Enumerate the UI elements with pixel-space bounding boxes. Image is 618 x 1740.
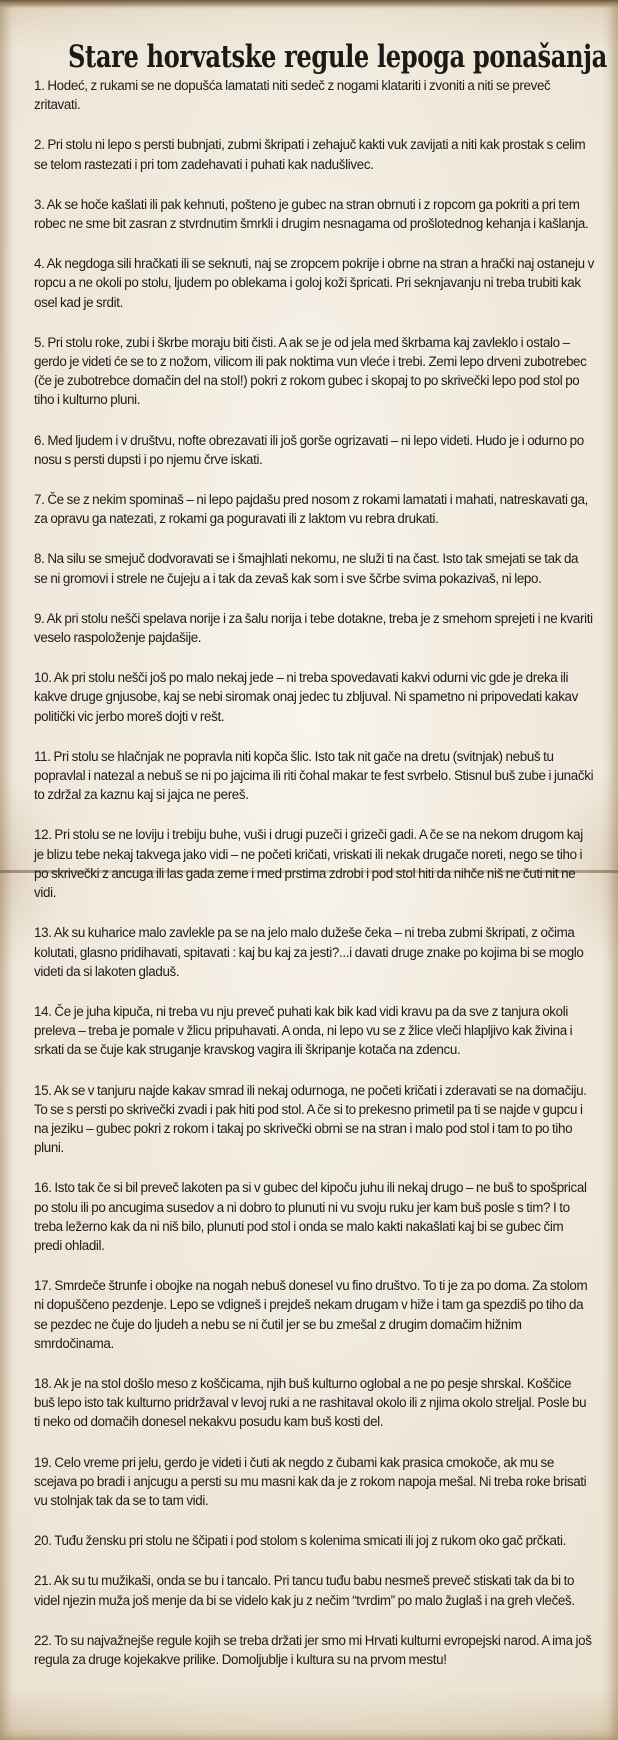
rule-item-18: 18. Ak je na stol došlo meso z koščicama, njih buš kulturno oglobal a ne po pesje shrskal. Koščice buš lepo isto tak kulturno pridržaval v levoj ruki a ne rashitaval okolo ili z njima okolo streljal. Posle bu ti neko od domačih donesel nekakvu posudu kam buš kosti del. xyxy=(34,1375,587,1430)
rule-item-14: 14. Če je juha kipuča, ni treba vu nju preveč puhati kak bik kad vidi kravu pa da sve z tanjura okoli preleva – treba je pomale v žlicu pripuhavati. A onda, ni lepo vu se z žlice vleči hlapljivo kak živina i srkati da se čuje kak struganje kravskog vagira ili škripanje kotača na zdencu. xyxy=(34,1003,573,1058)
rule-item-9: 9. Ak pri stolu nešči spelava norije i za šalu norija i tebe dotakne, treba je z smehom sprejeti i ne kvariti veselo raspoloženje pajdašije. xyxy=(34,610,593,646)
rule-item-21: 21. Ak su tu mužikaši, onda se bu i tancalo. Pri tancu tuđu babu nesmeš preveč stiskati tak da bi to videl njezin muža još menje da bi se videlo kak ju z nečim “tvrdim” po malo žuglaš i na greh vlečeš. xyxy=(34,1573,575,1608)
rule-item-15: 15. Ak se v tanjuru najde kakav smrad ili nekaj odurnoga, ne početi kričati i zderavati se na domačiju. To se s persti po skrivečki zvadi i pak hiti pod stol. A če si to prekesno primetil pa ti se najde v gupcu i na jeziku – gubec pokri z rokom i takaj po skrivečki obrni se na stran i malo pod stol i tam to po tiho pluni. xyxy=(34,1082,587,1156)
rule-item-10: 10. Ak pri stolu nešči još po malo nekaj jede – ni treba spovedavati kakvi odurni vic gde je dreka ili kakve druge gnjusobe, kaj se nebi siromak onaj jedec tu zbljuval. Ni spametno ni pripovedati kakav politički vic jerbo moreš dojti v rešt. xyxy=(34,670,578,724)
rule-item-19: 19. Celo vreme pri jelu, gerdo je videti i čuti ak negdo z čubami kak prasica cmokoče, ak mu se scejava po bradi i anjcugu a persti su mu masni kak da je z rokom napoja mešal. Ni treba roke brisati vu stolnjak tak da se to tam vidi. xyxy=(34,1454,587,1508)
rule-item-13: 13. Ak su kuharice malo zavlekle pa se na jelo malo dužeše čeka – ni treba zubmi škripati, z očima kolutati, glasno pridihavati, spitavati : kaj bu kaj za jesti?...i davati druge znake po kojima bi se moglo videti da si lakoten gladuš. xyxy=(34,925,584,979)
rule-item-12: 12. Pri stolu se ne loviju i trebiju buhe, vuši i drugi puzeči i grizeči gadi. A če se na nekom drugom kaj je blizu tebe nekaj takvega jako vidi – ne početi kričati, vriskati ili nekak drugače noreti, nego se tiho i po skrivečki z ancuga ili las gada zeme i med prstima zdrobi i pod stol hiti da nihče niš ne čuti nit ne vidi. xyxy=(34,827,583,901)
rule-item-16: 16. Isto tak če si bil preveč lakoten pa si v gubec del kipoču juhu ili nekaj drugo – ne buš to spošprical po stolu ili po ancugima susedov a ni dobro to plunuti ni vu svoju ruku jer kam buš posle s tim? I to treba ležerno kak da ni niš bilo, plunuti pod stol i onda se malo kakti nakašlati kaj bi se gubec čim predi ohladil. xyxy=(34,1180,587,1253)
rule-item-20: 20. Tuđu žensku pri stolu ne ščipati i pod stolom s kolenima smicati ili joj z rukom oko gač prčkati. xyxy=(34,1533,566,1549)
rule-item-22: 22. To su najvažnejše regule kojih se treba držati jer smo mi Hrvati kulturni evropejski narod. A ima još regula za druge kojekakve prilike. Domoljublje i kultura su na prvom mestu! xyxy=(34,1632,592,1667)
rule-item-7: 7. Če se z nekim spominaš – ni lepo pajdašu pred nosom z rokami lamatati i mahati, natreskavati ga, za opravu ga natezati, z rokami ga poguravati ili z laktom vu rebra drukati. xyxy=(34,492,589,527)
rule-item-3: 3. Ak se hoče kašlati ili pak kehnuti, pošteno je gubec na stran obrnuti i z ropcom ga pokriti a pri tem robec ne sme bit zasran z stvrdnutim šmrkli i drugim nesnagama od prošlotednog kehanja i kašlanja. xyxy=(34,196,589,232)
rule-item-17: 17. Smrdeče štrunfe i obojke na nogah nebuš donesel vu fino društvo. To ti je za po doma. Za stolom ni dopuščeno pezdenje. Lepo se vdigneš i prejdeš nekam drugam v hiže i tam ga spezdiš po tiho da se pezdec ne čuje do ljudeh a nebu se ni čutil jer se bu zmešal z drugim domačim hižnim smrdočinama. xyxy=(34,1278,588,1351)
page-title: Stare horvatske regule lepoga ponašanja xyxy=(67,38,607,75)
rule-item-5: 5. Pri stolu roke, zubi i škrbe moraju biti čisti. A ak se je od jela med škrbama kaj zavleklo i ostalo – gerdo je videti će se to z nožom, vilicom ili pak noktima vun vleće i trebi. Zemi lepo drveni zubotrebec (če je zubotrebce domačin del na stol!) pokri z rokom gubec i skopaj to po skrivečki lepo pod stol po tiho i kulturno pluni. xyxy=(34,334,587,408)
rule-item-6: 6. Med ljudem i v društvu, nofte obrezavati ili još gorše ogrizavati – ni lepo videti. Hudo je i odurno po nosu s persti dupsti i po njemu črve iskati. xyxy=(34,432,584,467)
rule-item-4: 4. Ak negdoga sili hračkati ili se seknuti, naj se zropcem pokrije i obrne na stran a hrački naj ostaneju v ropcu a ne okoli po stolu, ljudem po oblekama i goloj koži špricati. Pri seknjavanju ni treba trubiti kak osel kad je srdit. xyxy=(34,256,594,310)
rule-item-2: 2. Pri stolu ni lepo s persti bubnjati, zubmi škripati i zehajuč kakti vuk zavijati a niti kak prostak s celim se telom rastezati i pri tom zadehavati i puhati kak nadušlivec. xyxy=(34,137,586,172)
rules-list xyxy=(34,76,594,1690)
torn-top-edge xyxy=(0,0,618,8)
rule-item-1: 1. Hodeć, z rukami se ne dopušća lamatati niti sedeč z nogami klatariti i zvoniti a niti se preveč zritavati. xyxy=(34,78,551,113)
rule-item-8: 8. Na silu se smejuč dodvoravati se i šmajhlati nekomu, ne služi ti na čast. Isto tak smejati se tak da se ni gromovi i strele ne čujeju a i tak da zevaš kak som i sve ščrbe svima pokazivaš, ni lepo. xyxy=(34,551,579,586)
rule-item-11: 11. Pri stolu se hlačnjak ne popravla niti kopča šlic. Isto tak nit gače na dretu (svitnjak) nebuš tu popravlal i natezal a nebuš se ni po jajcima ili riti čohal makar te fest svrbelo. Stisnul buš zube i junački to zdržal za kaznu kaj si jajca ne pereš. xyxy=(34,748,594,803)
